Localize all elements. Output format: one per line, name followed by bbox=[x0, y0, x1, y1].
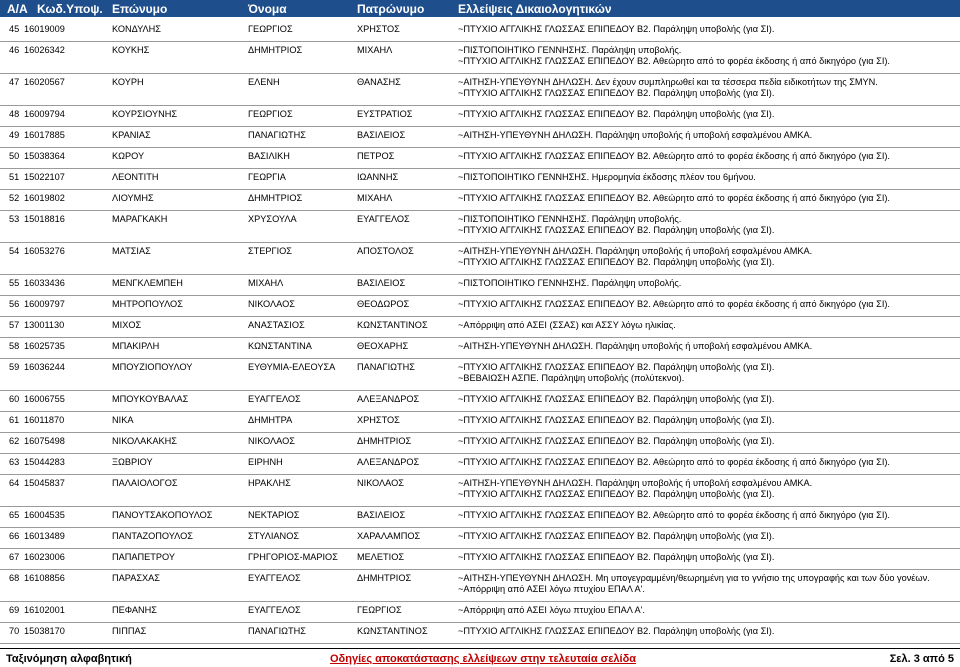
cell-father: ΠΕΤΡΟΣ bbox=[357, 151, 395, 161]
table-row bbox=[0, 148, 960, 169]
cell-surname: ΛΕΟΝΤΙΤΗ bbox=[112, 172, 159, 182]
cell-missing-documents bbox=[458, 478, 812, 500]
cell-name: ΜΙΧΑΗΛ bbox=[248, 278, 284, 288]
cell-father: ΑΛΕΞΑΝΔΡΟΣ bbox=[357, 457, 420, 467]
table-row bbox=[0, 296, 960, 317]
table-row bbox=[0, 338, 960, 359]
missing-document-note: ~ΑΙΤΗΣΗ-ΥΠΕΥΘΥΝΗ ΔΗΛΩΣΗ. Παράληψη υποβολής ή υποβολή εσφαλμένου ΑΜΚΑ. bbox=[458, 130, 813, 140]
table-row bbox=[0, 549, 960, 570]
cell-father: ΑΠΟΣΤΟΛΟΣ bbox=[357, 246, 414, 256]
cell-name: ΕΥΑΓΓΕΛΟΣ bbox=[248, 573, 301, 583]
table-row bbox=[0, 211, 960, 243]
cell-surname: ΚΟΥΡΗ bbox=[112, 77, 144, 87]
header-name: Όνομα bbox=[248, 2, 287, 16]
cell-name: ΔΗΜΗΤΡΙΟΣ bbox=[248, 45, 303, 55]
cell-name: ΠΑΝΑΓΙΩΤΗΣ bbox=[248, 130, 306, 140]
cell-father: ΔΗΜΗΤΡΙΟΣ bbox=[357, 573, 412, 583]
cell-missing-documents bbox=[458, 510, 890, 521]
cell-name: ΝΙΚΟΛΑΟΣ bbox=[248, 299, 295, 309]
table-row bbox=[0, 106, 960, 127]
table-row bbox=[0, 412, 960, 433]
missing-document-note: ~ΠΤΥΧΙΟ ΑΓΓΛΙΚΗΣ ΓΛΩΣΣΑΣ ΕΠΙΠΕΔΟΥ Β2. Παράληψη υποβολής (για ΣΙ). bbox=[458, 531, 775, 541]
cell-aa: 69 bbox=[9, 605, 20, 615]
cell-surname: ΚΡΑΝΙΑΣ bbox=[112, 130, 151, 140]
table-row bbox=[0, 602, 960, 623]
table-header bbox=[0, 0, 960, 17]
cell-code: 16017885 bbox=[24, 130, 65, 140]
page-footer bbox=[0, 648, 960, 667]
missing-document-note: ~ΠΤΥΧΙΟ ΑΓΓΛΙΚΗΣ ΓΛΩΣΣΑΣ ΕΠΙΠΕΔΟΥ Β2. Παράληψη υποβολής (για ΣΙ). bbox=[458, 436, 775, 446]
missing-document-note: ~ΠΤΥΧΙΟ ΑΓΓΛΙΚΗΣ ΓΛΩΣΣΑΣ ΕΠΙΠΕΔΟΥ Β2. Αθεώρητο από το φορέα έκδοσης ή από δικηγόρο (για ΣΙ). bbox=[458, 151, 890, 161]
cell-code: 16006755 bbox=[24, 394, 65, 404]
cell-name: ΕΥΘΥΜΙΑ-ΕΛΕΟΥΣΑ bbox=[248, 362, 336, 372]
cell-aa: 63 bbox=[9, 457, 20, 467]
table-row bbox=[0, 74, 960, 106]
table-row bbox=[0, 190, 960, 211]
cell-aa: 57 bbox=[9, 320, 20, 330]
cell-aa: 48 bbox=[9, 109, 20, 119]
cell-code: 16019009 bbox=[24, 24, 65, 34]
footer-sort-label: Ταξινόμηση αλφαβητική bbox=[6, 653, 132, 665]
cell-aa: 51 bbox=[9, 172, 20, 182]
cell-surname: ΠΑΝΟΥΤΣΑΚΟΠΟΥΛΟΣ bbox=[112, 510, 213, 520]
cell-code: 16004535 bbox=[24, 510, 65, 520]
cell-surname: ΜΑΤΣΙΑΣ bbox=[112, 246, 151, 256]
missing-document-note: ~ΠΤΥΧΙΟ ΑΓΓΛΙΚΗΣ ΓΛΩΣΣΑΣ ΕΠΙΠΕΔΟΥ Β2. Παράληψη υποβολής (για ΣΙ). bbox=[458, 415, 775, 425]
cell-code: 16023006 bbox=[24, 552, 65, 562]
cell-name: ΝΕΚΤΑΡΙΟΣ bbox=[248, 510, 300, 520]
cell-missing-documents bbox=[458, 531, 774, 542]
cell-missing-documents bbox=[458, 299, 890, 310]
table-row bbox=[0, 433, 960, 454]
cell-name: ΓΕΩΡΓΙΟΣ bbox=[248, 24, 293, 34]
cell-missing-documents bbox=[458, 130, 812, 141]
table-row bbox=[0, 475, 960, 507]
cell-code: 16009797 bbox=[24, 299, 65, 309]
cell-missing-documents bbox=[458, 320, 676, 331]
cell-name: ΧΡΥΣΟΥΛΑ bbox=[248, 214, 297, 224]
cell-code: 16019802 bbox=[24, 193, 65, 203]
missing-document-note: ~ΑΙΤΗΣΗ-ΥΠΕΥΘΥΝΗ ΔΗΛΩΣΗ. Παράληψη υποβολής ή υποβολή εσφαλμένου ΑΜΚΑ. bbox=[458, 246, 813, 256]
cell-code: 15045837 bbox=[24, 478, 65, 488]
cell-missing-documents bbox=[458, 552, 774, 563]
missing-document-note: ~Απόρριψη από ΑΣΕΙ (ΣΣΑΣ) και ΑΣΣΥ λόγω ηλικίας. bbox=[458, 320, 676, 330]
table-row bbox=[0, 21, 960, 42]
missing-document-note: ~ΠΤΥΧΙΟ ΑΓΓΛΙΚΗΣ ΓΛΩΣΣΑΣ ΕΠΙΠΕΔΟΥ Β2. Παράληψη υποβολής (για ΣΙ). bbox=[458, 626, 775, 636]
cell-missing-documents bbox=[458, 341, 812, 352]
footer-page-number: Σελ. 3 από 5 bbox=[889, 653, 954, 665]
header-father: Πατρώνυμο bbox=[357, 2, 425, 16]
cell-missing-documents bbox=[458, 436, 774, 447]
header-aa: Α/Α bbox=[7, 2, 28, 16]
cell-missing-documents bbox=[458, 109, 774, 120]
cell-name: ΓΡΗΓΟΡΙΟΣ-ΜΑΡΙΟΣ bbox=[248, 552, 338, 562]
cell-code: 15022107 bbox=[24, 172, 65, 182]
cell-father: ΒΑΣΙΛΕΙΟΣ bbox=[357, 278, 406, 288]
cell-surname: ΠΙΠΠΑΣ bbox=[112, 626, 147, 636]
cell-name: ΝΙΚΟΛΑΟΣ bbox=[248, 436, 295, 446]
table-row bbox=[0, 454, 960, 475]
missing-document-note: ~ΑΙΤΗΣΗ-ΥΠΕΥΘΥΝΗ ΔΗΛΩΣΗ. Παράληψη υποβολής ή υποβολή εσφαλμένου ΑΜΚΑ. bbox=[458, 478, 813, 488]
cell-surname: ΜΕΝΓΚΛΕΜΠΕΗ bbox=[112, 278, 183, 288]
cell-surname: ΜΠΟΥΚΟΥΒΑΛΑΣ bbox=[112, 394, 189, 404]
table-row bbox=[0, 391, 960, 412]
table-row bbox=[0, 275, 960, 296]
missing-document-note: ~ΠΤΥΧΙΟ ΑΓΓΛΙΚΗΣ ΓΛΩΣΣΑΣ ΕΠΙΠΕΔΟΥ Β2. Αθεώρητο από το φορέα έκδοσης ή από δικηγόρο (για ΣΙ). bbox=[458, 56, 890, 66]
cell-code: 16053276 bbox=[24, 246, 65, 256]
cell-name: ΕΥΑΓΓΕΛΟΣ bbox=[248, 605, 301, 615]
cell-missing-documents bbox=[458, 573, 930, 595]
cell-surname: ΜΑΡΑΓΚΑΚΗ bbox=[112, 214, 168, 224]
cell-name: ΠΑΝΑΓΙΩΤΗΣ bbox=[248, 626, 306, 636]
table-row bbox=[0, 169, 960, 190]
cell-name: ΕΥΑΓΓΕΛΟΣ bbox=[248, 394, 301, 404]
missing-document-note: ~ΠΤΥΧΙΟ ΑΓΓΛΙΚΗΣ ΓΛΩΣΣΑΣ ΕΠΙΠΕΔΟΥ Β2. Παράληψη υποβολής (για ΣΙ). bbox=[458, 394, 775, 404]
header-missing: Ελλείψεις Δικαιολογητικών bbox=[458, 2, 612, 16]
cell-aa: 56 bbox=[9, 299, 20, 309]
cell-name: ΒΑΣΙΛΙΚΗ bbox=[248, 151, 290, 161]
cell-code: 16026342 bbox=[24, 45, 65, 55]
cell-aa: 60 bbox=[9, 394, 20, 404]
cell-surname: ΜΙΧΟΣ bbox=[112, 320, 142, 330]
cell-aa: 53 bbox=[9, 214, 20, 224]
cell-missing-documents bbox=[458, 626, 774, 637]
cell-surname: ΠΑΠΑΠΕΤΡΟΥ bbox=[112, 552, 176, 562]
cell-aa: 70 bbox=[9, 626, 20, 636]
cell-name: ΕΙΡΗΝΗ bbox=[248, 457, 283, 467]
cell-code: 15038364 bbox=[24, 151, 65, 161]
cell-surname: ΚΟΥΡΣΙΟΥΝΗΣ bbox=[112, 109, 178, 119]
cell-code: 16013489 bbox=[24, 531, 65, 541]
table-body bbox=[0, 21, 960, 644]
missing-document-note: ~ΠΤΥΧΙΟ ΑΓΓΛΙΚΗΣ ΓΛΩΣΣΑΣ ΕΠΙΠΕΔΟΥ Β2. Παράληψη υποβολής (για ΣΙ). bbox=[458, 24, 775, 34]
cell-missing-documents bbox=[458, 278, 681, 289]
missing-document-note: ~ΠΙΣΤΟΠΟΙΗΤΙΚΟ ΓΕΝΝΗΣΗΣ. Ημερομηνία έκδοσης πλέον του 6μήνου. bbox=[458, 172, 756, 182]
table-row bbox=[0, 42, 960, 74]
cell-surname: ΠΑΡΑΣΧΑΣ bbox=[112, 573, 160, 583]
missing-document-note: ~ΠΤΥΧΙΟ ΑΓΓΛΙΚΗΣ ΓΛΩΣΣΑΣ ΕΠΙΠΕΔΟΥ Β2. Παράληψη υποβολής (για ΣΙ). bbox=[458, 109, 775, 119]
cell-aa: 50 bbox=[9, 151, 20, 161]
cell-father: ΧΡΗΣΤΟΣ bbox=[357, 24, 400, 34]
cell-father: ΘΕΟΧΑΡΗΣ bbox=[357, 341, 409, 351]
cell-code: 16009794 bbox=[24, 109, 65, 119]
cell-missing-documents bbox=[458, 415, 774, 426]
cell-aa: 47 bbox=[9, 77, 20, 87]
missing-document-note: ~ΑΙΤΗΣΗ-ΥΠΕΥΘΥΝΗ ΔΗΛΩΣΗ. Παράληψη υποβολής ή υποβολή εσφαλμένου ΑΜΚΑ. bbox=[458, 341, 813, 351]
cell-missing-documents bbox=[458, 605, 645, 616]
cell-code: 16108856 bbox=[24, 573, 65, 583]
cell-name: ΕΛΕΝΗ bbox=[248, 77, 280, 87]
table-row bbox=[0, 317, 960, 338]
cell-aa: 67 bbox=[9, 552, 20, 562]
cell-father: ΚΩΝΣΤΑΝΤΙΝΟΣ bbox=[357, 320, 428, 330]
missing-document-note: ~ΠΤΥΧΙΟ ΑΓΓΛΙΚΗΣ ΓΛΩΣΣΑΣ ΕΠΙΠΕΔΟΥ Β2. Αθεώρητο από το φορέα έκδοσης ή από δικηγόρο (για ΣΙ). bbox=[458, 193, 890, 203]
missing-document-note: ~ΑΙΤΗΣΗ-ΥΠΕΥΘΥΝΗ ΔΗΛΩΣΗ. Δεν έχουν συμπληρωθεί και τα τέσσερα πεδία ειδικοτήτων της ΣΜΥΝ. bbox=[458, 77, 878, 87]
cell-father: ΙΩΑΝΝΗΣ bbox=[357, 172, 399, 182]
cell-father: ΒΑΣΙΛΕΙΟΣ bbox=[357, 510, 406, 520]
cell-name: ΣΤΥΛΙΑΝΟΣ bbox=[248, 531, 300, 541]
cell-aa: 45 bbox=[9, 24, 20, 34]
cell-father: ΕΥΣΤΡΑΤΙΟΣ bbox=[357, 109, 413, 119]
missing-document-note: ~Απόρριψη από ΑΣΕΙ λόγω πτυχίου ΕΠΑΛ Α'. bbox=[458, 605, 645, 615]
cell-missing-documents bbox=[458, 214, 774, 236]
cell-aa: 55 bbox=[9, 278, 20, 288]
cell-code: 15038170 bbox=[24, 626, 65, 636]
cell-surname: ΜΗΤΡΟΠΟΥΛΟΣ bbox=[112, 299, 183, 309]
cell-aa: 62 bbox=[9, 436, 20, 446]
table-row bbox=[0, 570, 960, 602]
cell-missing-documents bbox=[458, 24, 774, 35]
cell-surname: ΝΙΚΑ bbox=[112, 415, 134, 425]
missing-document-note: ~ΠΙΣΤΟΠΟΙΗΤΙΚΟ ΓΕΝΝΗΣΗΣ. Παράληψη υποβολής. bbox=[458, 45, 682, 55]
cell-father: ΠΑΝΑΓΙΩΤΗΣ bbox=[357, 362, 415, 372]
cell-name: ΔΗΜΗΤΡΑ bbox=[248, 415, 293, 425]
cell-father: ΓΕΩΡΓΙΟΣ bbox=[357, 605, 402, 615]
cell-code: 16011870 bbox=[24, 415, 65, 425]
cell-missing-documents bbox=[458, 394, 774, 405]
cell-father: ΜΙΧΑΗΛ bbox=[357, 193, 393, 203]
missing-document-note: ~Απόρριψη από ΑΣΕΙ λόγω πτυχίου ΕΠΑΛ Α'. bbox=[458, 584, 645, 594]
cell-aa: 49 bbox=[9, 130, 20, 140]
cell-aa: 61 bbox=[9, 415, 20, 425]
cell-surname: ΠΑΝΤΑΖΟΠΟΥΛΟΣ bbox=[112, 531, 193, 541]
cell-surname: ΛΙΟΥΜΗΣ bbox=[112, 193, 154, 203]
cell-code: 15018816 bbox=[24, 214, 65, 224]
cell-father: ΘΕΟΔΩΡΟΣ bbox=[357, 299, 410, 309]
cell-father: ΑΛΕΞΑΝΔΡΟΣ bbox=[357, 394, 420, 404]
cell-father: ΒΑΣΙΛΕΙΟΣ bbox=[357, 130, 406, 140]
cell-aa: 65 bbox=[9, 510, 20, 520]
table-row bbox=[0, 507, 960, 528]
header-surname: Επώνυμο bbox=[112, 2, 168, 16]
missing-document-note: ~ΠΤΥΧΙΟ ΑΓΓΛΙΚΗΣ ΓΛΩΣΣΑΣ ΕΠΙΠΕΔΟΥ Β2. Παράληψη υποβολής (για ΣΙ). bbox=[458, 489, 775, 499]
missing-document-note: ~ΒΕΒΑΙΩΣΗ ΑΣΠΕ. Παράληψη υποβολής (πολύτεκνοι). bbox=[458, 373, 685, 383]
missing-document-note: ~ΠΤΥΧΙΟ ΑΓΓΛΙΚΗΣ ΓΛΩΣΣΑΣ ΕΠΙΠΕΔΟΥ Β2. Παράληψη υποβολής (για ΣΙ). bbox=[458, 552, 775, 562]
cell-aa: 46 bbox=[9, 45, 20, 55]
cell-surname: ΞΩΒΡΙΟΥ bbox=[112, 457, 153, 467]
missing-document-note: ~ΠΤΥΧΙΟ ΑΓΓΛΙΚΗΣ ΓΛΩΣΣΑΣ ΕΠΙΠΕΔΟΥ Β2. Αθεώρητο από το φορέα έκδοσης ή από δικηγόρο (για ΣΙ). bbox=[458, 510, 890, 520]
cell-missing-documents bbox=[458, 457, 890, 468]
cell-missing-documents bbox=[458, 193, 890, 204]
table-row bbox=[0, 528, 960, 549]
table-row bbox=[0, 127, 960, 148]
missing-document-note: ~ΠΤΥΧΙΟ ΑΓΓΛΙΚΗΣ ΓΛΩΣΣΑΣ ΕΠΙΠΕΔΟΥ Β2. Παράληψη υποβολής (για ΣΙ). bbox=[458, 362, 775, 372]
cell-missing-documents bbox=[458, 151, 890, 162]
cell-father: ΚΩΝΣΤΑΝΤΙΝΟΣ bbox=[357, 626, 428, 636]
cell-surname: ΚΟΥΚΗΣ bbox=[112, 45, 150, 55]
cell-surname: ΝΙΚΟΛΑΚΑΚΗΣ bbox=[112, 436, 177, 446]
cell-name: ΔΗΜΗΤΡΙΟΣ bbox=[248, 193, 303, 203]
cell-father: ΝΙΚΟΛΑΟΣ bbox=[357, 478, 404, 488]
cell-father: ΕΥΑΓΓΕΛΟΣ bbox=[357, 214, 410, 224]
cell-code: 16102001 bbox=[24, 605, 65, 615]
cell-surname: ΚΟΝΔΥΛΗΣ bbox=[112, 24, 161, 34]
header-code: Κωδ.Υποψ. bbox=[37, 2, 103, 16]
cell-name: ΗΡΑΚΛΗΣ bbox=[248, 478, 291, 488]
cell-name: ΚΩΝΣΤΑΝΤΙΝΑ bbox=[248, 341, 312, 351]
cell-aa: 68 bbox=[9, 573, 20, 583]
cell-name: ΓΕΩΡΓΙΟΣ bbox=[248, 109, 293, 119]
cell-aa: 64 bbox=[9, 478, 20, 488]
missing-document-note: ~ΠΤΥΧΙΟ ΑΓΓΛΙΚΗΣ ΓΛΩΣΣΑΣ ΕΠΙΠΕΔΟΥ Β2. Παράληψη υποβολής (για ΣΙ). bbox=[458, 225, 775, 235]
missing-document-note: ~ΠΤΥΧΙΟ ΑΓΓΛΙΚΗΣ ΓΛΩΣΣΑΣ ΕΠΙΠΕΔΟΥ Β2. Αθεώρητο από το φορέα έκδοσης ή από δικηγόρο (για ΣΙ). bbox=[458, 299, 890, 309]
cell-name: ΣΤΕΡΓΙΟΣ bbox=[248, 246, 292, 256]
cell-surname: ΜΠΟΥΖΙΟΠΟΥΛΟΥ bbox=[112, 362, 193, 372]
cell-code: 16075498 bbox=[24, 436, 65, 446]
cell-code: 16020567 bbox=[24, 77, 65, 87]
table-row bbox=[0, 243, 960, 275]
missing-document-note: ~ΠΤΥΧΙΟ ΑΓΓΛΙΚΗΣ ΓΛΩΣΣΑΣ ΕΠΙΠΕΔΟΥ Β2. Αθεώρητο από το φορέα έκδοσης ή από δικηγόρο (για ΣΙ). bbox=[458, 457, 890, 467]
cell-missing-documents bbox=[458, 362, 774, 384]
cell-code: 16033436 bbox=[24, 278, 65, 288]
cell-father: ΘΑΝΑΣΗΣ bbox=[357, 77, 401, 87]
footer-instructions-link[interactable]: Οδηγίες αποκατάστασης ελλείψεων στην τελευταία σελίδα bbox=[330, 653, 637, 665]
missing-document-note: ~ΑΙΤΗΣΗ-ΥΠΕΥΘΥΝΗ ΔΗΛΩΣΗ. Μη υπογεγραμμένη/θεωρημένη για το γνήσιο της υπογραφής και των δύο γονέων. bbox=[458, 573, 930, 583]
cell-father: ΜΕΛΕΤΙΟΣ bbox=[357, 552, 405, 562]
cell-code: 15044283 bbox=[24, 457, 65, 467]
missing-document-note: ~ΠΙΣΤΟΠΟΙΗΤΙΚΟ ΓΕΝΝΗΣΗΣ. Παράληψη υποβολής. bbox=[458, 214, 682, 224]
cell-aa: 52 bbox=[9, 193, 20, 203]
missing-document-note: ~ΠΤΥΧΙΟ ΑΓΓΛΙΚΗΣ ΓΛΩΣΣΑΣ ΕΠΙΠΕΔΟΥ Β2. Παράληψη υποβολής (για ΣΙ). bbox=[458, 257, 775, 267]
table-row bbox=[0, 359, 960, 391]
cell-surname: ΜΠΑΚΙΡΛΗ bbox=[112, 341, 160, 351]
cell-surname: ΠΑΛΑΙΟΛΟΓΟΣ bbox=[112, 478, 178, 488]
cell-father: ΧΡΗΣΤΟΣ bbox=[357, 415, 400, 425]
cell-missing-documents bbox=[458, 77, 878, 99]
cell-father: ΜΙΧΑΗΛ bbox=[357, 45, 393, 55]
cell-name: ΑΝΑΣΤΑΣΙΟΣ bbox=[248, 320, 305, 330]
cell-missing-documents bbox=[458, 45, 890, 67]
missing-document-note: ~ΠΙΣΤΟΠΟΙΗΤΙΚΟ ΓΕΝΝΗΣΗΣ. Παράληψη υποβολής. bbox=[458, 278, 682, 288]
cell-name: ΓΕΩΡΓΙΑ bbox=[248, 172, 286, 182]
cell-code: 16036244 bbox=[24, 362, 65, 372]
cell-code: 13001130 bbox=[24, 320, 65, 330]
cell-missing-documents bbox=[458, 172, 756, 183]
cell-aa: 66 bbox=[9, 531, 20, 541]
table-row bbox=[0, 623, 960, 644]
cell-surname: ΚΩΡΟΥ bbox=[112, 151, 145, 161]
cell-aa: 59 bbox=[9, 362, 20, 372]
cell-father: ΧΑΡΑΛΑΜΠΟΣ bbox=[357, 531, 421, 541]
cell-code: 16025735 bbox=[24, 341, 65, 351]
cell-aa: 58 bbox=[9, 341, 20, 351]
cell-father: ΔΗΜΗΤΡΙΟΣ bbox=[357, 436, 412, 446]
cell-missing-documents bbox=[458, 246, 812, 268]
missing-document-note: ~ΠΤΥΧΙΟ ΑΓΓΛΙΚΗΣ ΓΛΩΣΣΑΣ ΕΠΙΠΕΔΟΥ Β2. Παράληψη υποβολής (για ΣΙ). bbox=[458, 88, 775, 98]
cell-surname: ΠΕΦΑΝΗΣ bbox=[112, 605, 157, 615]
cell-aa: 54 bbox=[9, 246, 20, 256]
